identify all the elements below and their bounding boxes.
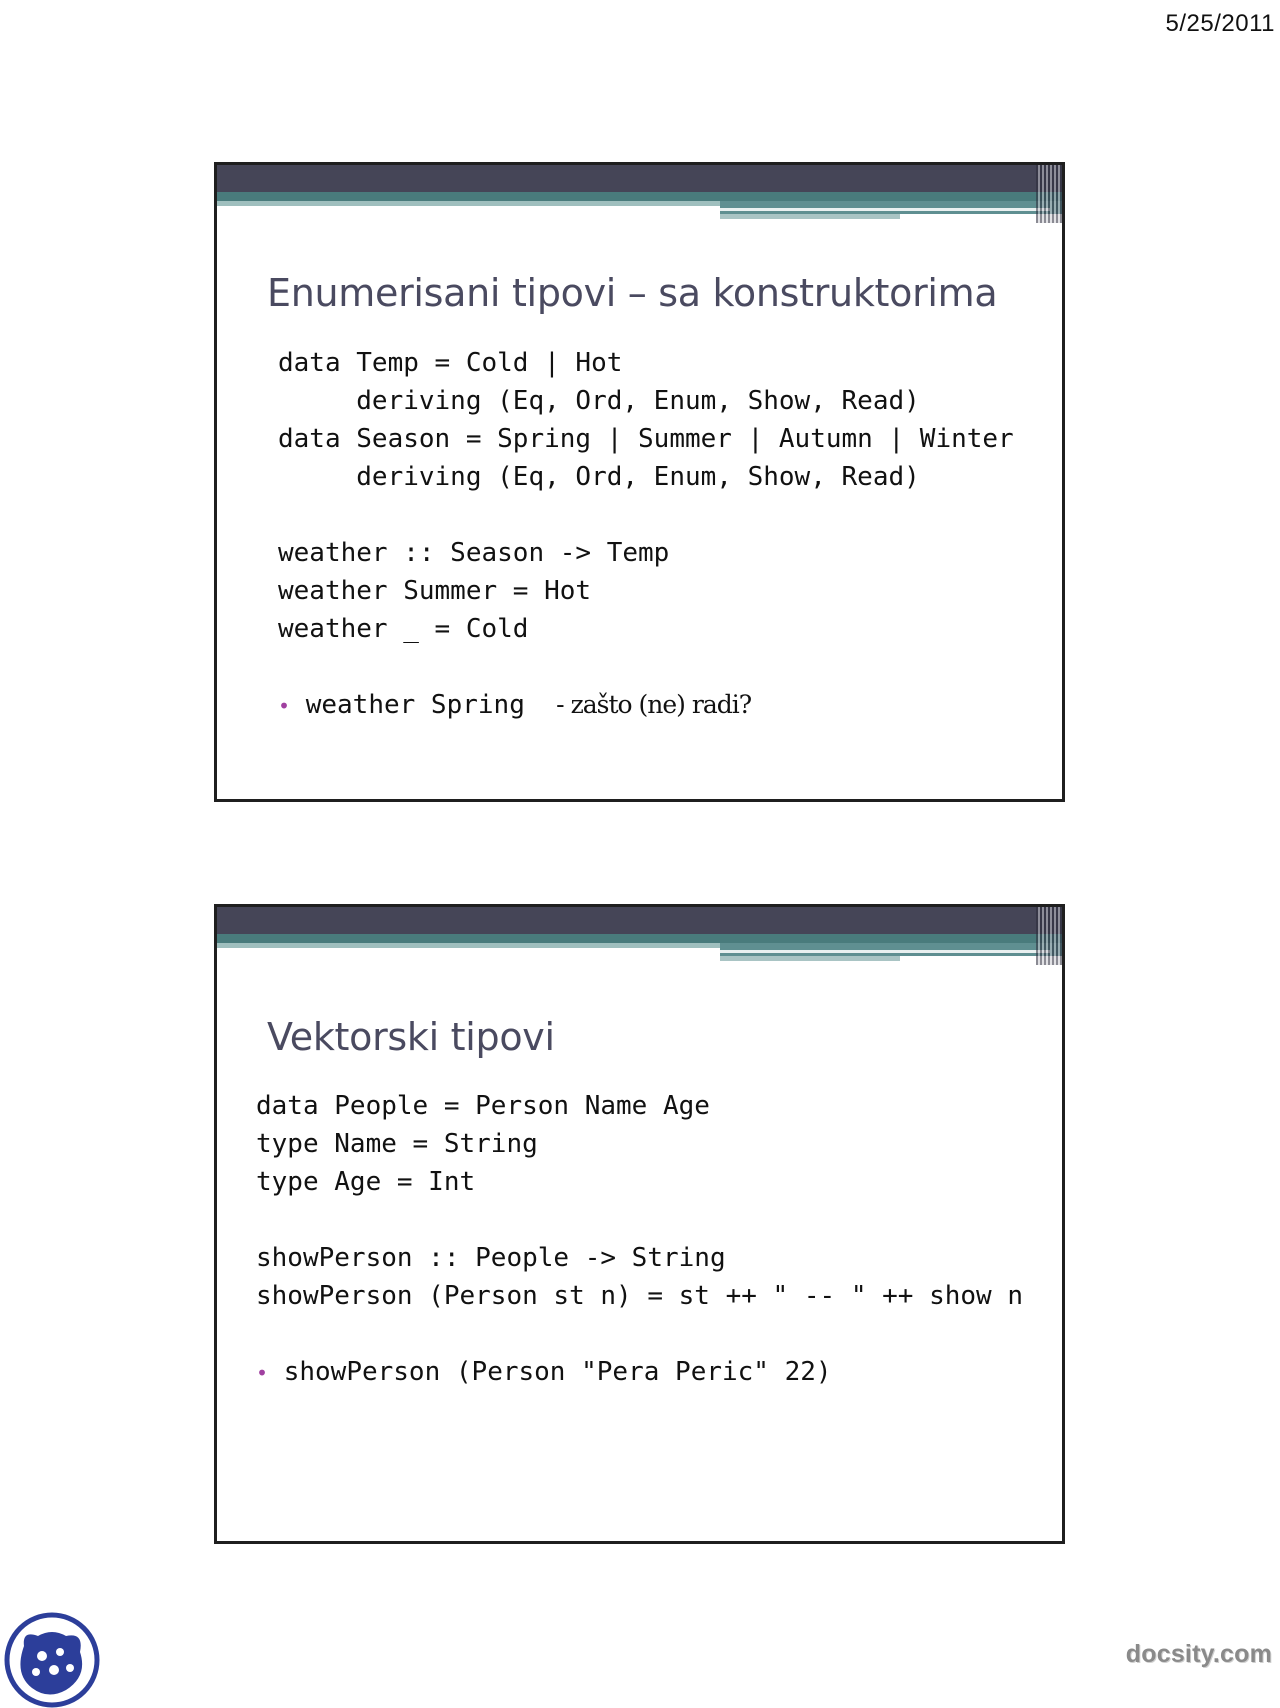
bullet-remark: - zašto (ne) radi?: [556, 690, 752, 719]
slide-title: Vektorski tipovi: [267, 1015, 555, 1059]
slide-header-banner: [217, 907, 1062, 967]
code-line: type Name = String: [256, 1129, 538, 1159]
bullet-item: [278, 686, 751, 725]
code-line: data Temp = Cold | Hot: [278, 348, 623, 378]
slide-header-banner: [217, 165, 1062, 225]
slide-enumerated-types: [214, 162, 1065, 802]
slide-title: Enumerisani tipovi – sa konstruktorima: [267, 271, 998, 315]
code-block: [256, 1087, 1023, 1315]
docsity-owl-logo-icon[interactable]: [4, 1612, 100, 1708]
code-line: deriving (Eq, Ord, Enum, Show, Read): [278, 462, 920, 492]
code-line: weather :: Season -> Temp: [278, 538, 670, 568]
code-line: showPerson (Person st n) = st ++ " -- " ++ show n: [256, 1281, 1024, 1311]
code-line: showPerson :: People -> String: [256, 1243, 726, 1273]
code-line: type Age = Int: [256, 1167, 476, 1197]
bullet-dot-icon: •: [278, 694, 291, 718]
bullet-dot-icon: •: [256, 1361, 269, 1385]
bullet-code: showPerson (Person "Pera Peric" 22): [283, 1357, 832, 1387]
code-line: data People = Person Name Age: [256, 1091, 710, 1121]
footer-brand[interactable]: docsity.com: [1125, 1640, 1272, 1668]
code-line: deriving (Eq, Ord, Enum, Show, Read): [278, 386, 920, 416]
slide-vector-types: [214, 904, 1065, 1544]
code-line: data Season = Spring | Summer | Autumn | Winter: [278, 424, 1014, 454]
code-line: weather _ = Cold: [278, 614, 529, 644]
page-date: 5/25/2011: [1165, 10, 1275, 37]
code-line: weather Summer = Hot: [278, 576, 592, 606]
bullet-code: weather Spring: [305, 690, 525, 720]
bullet-item: [256, 1353, 832, 1392]
code-block: [278, 344, 1014, 648]
